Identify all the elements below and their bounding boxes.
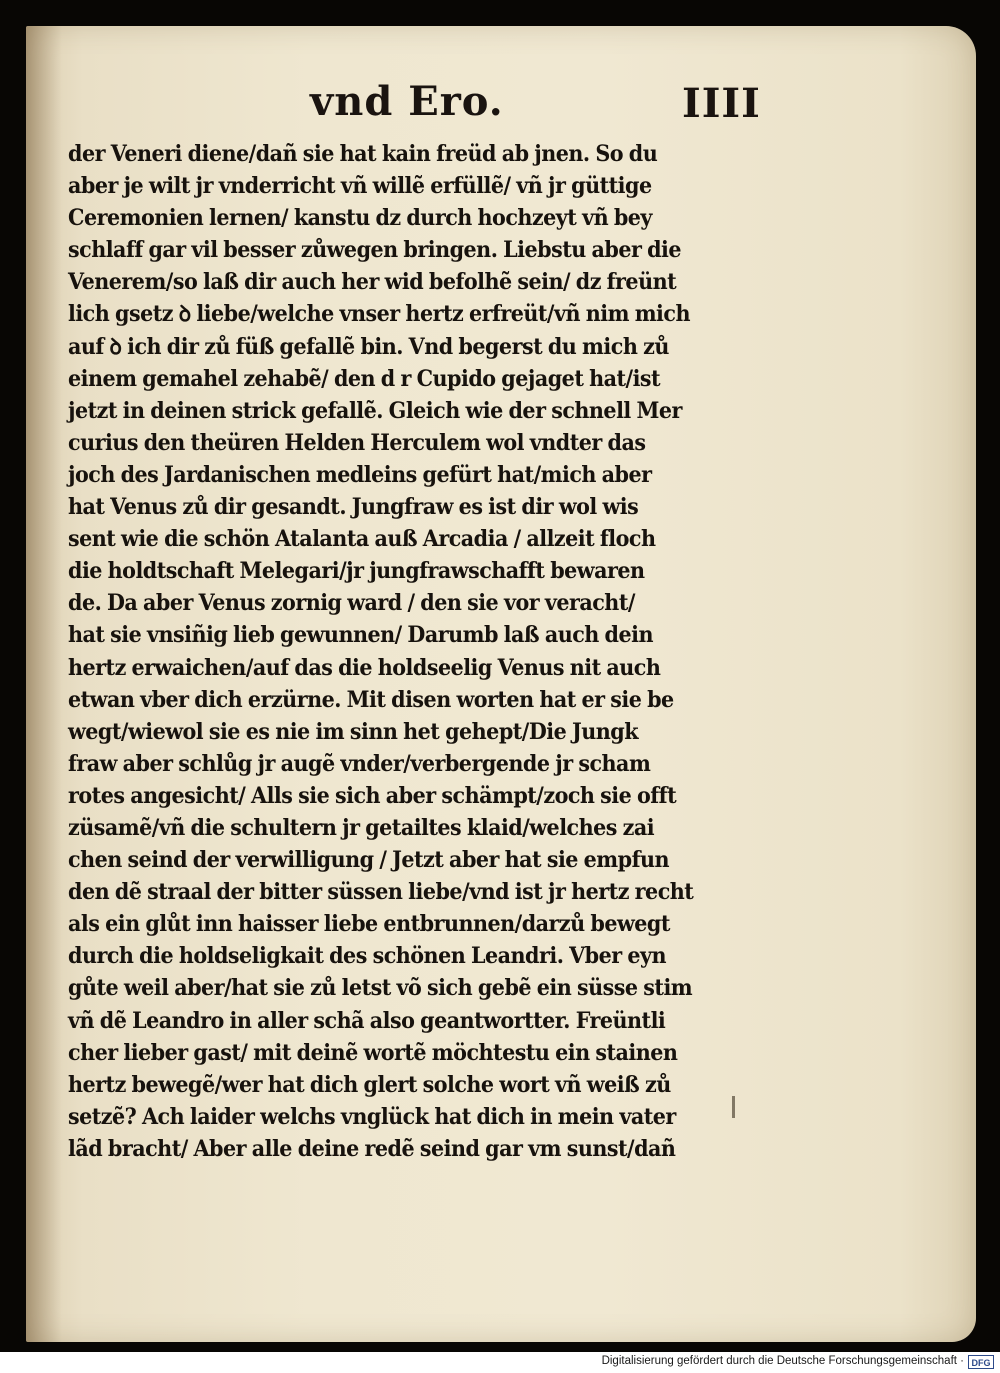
text-line: aber je wilt jr vnderricht vñ willẽ erfüllẽ/ vñ jr güttige — [68, 173, 652, 200]
text-line: sent wie die schön Atalanta auß Arcadia / allzeit floch — [68, 526, 656, 553]
text-line: joch des Jardanischen medleins gefürt hat/mich aber — [68, 461, 652, 488]
book-page — [26, 26, 976, 1342]
text-line: jetzt in deinen strick gefallẽ. Gleich wie der schnell Mer — [68, 397, 682, 424]
text-line: den dẽ straal der bitter süssen liebe/vnd ist jr hertz recht — [68, 879, 694, 906]
text-line: die holdtschaft Melegari/jr jungfrawschafft bewaren — [68, 558, 645, 585]
text-line: wegt/wiewol sie es nie im sinn het gehept/Die Jungk — [68, 718, 639, 745]
text-line: fraw aber schlůg jr augẽ vnder/verbergende jr scham — [68, 750, 651, 777]
text-line: einem gemahel zehabẽ/ den d r Cupido gejaget hat/ist — [68, 365, 661, 392]
dfg-logo-icon: DFG — [968, 1355, 994, 1369]
text-line: durch die holdseligkait des schönen Leandri. Vber eyn — [68, 943, 667, 970]
text-line: Venerem/so laß dir auch her wid befolhẽ sein/ dz freünt — [68, 269, 677, 296]
text-line: curius den theüren Helden Herculem wol vndter das — [68, 429, 646, 456]
running-head: vnd Ero. — [310, 78, 504, 125]
text-line: chen seind der verwilligung / Jetzt aber hat sie empfun — [68, 847, 670, 874]
text-block — [68, 138, 758, 1165]
text-line: etwan vber dich erzürne. Mit disen worten hat er sie be — [68, 686, 674, 713]
text-line: lãd bracht/ Aber alle deine redẽ seind gar vm sunst/dañ — [68, 1135, 676, 1162]
text-line: de. Da aber Venus zornig ward / den sie vor veracht/ — [68, 590, 635, 617]
folio-number: IIII — [682, 80, 761, 127]
text-line: gůte weil aber/hat sie zů letst võ sich gebẽ ein süsse stim — [68, 975, 693, 1002]
footer-bar — [0, 1352, 1000, 1373]
text-line: hertz bewegẽ/wer hat dich glert solche wort vñ weiß zů — [68, 1071, 671, 1098]
text-line: vñ dẽ Leandro in aller schã also geantwortter. Freüntli — [68, 1007, 666, 1034]
text-line: hat Venus zů dir gesandt. Jungfraw es ist dir wol wis — [68, 494, 639, 521]
text-line: schlaff gar vil besser zůwegen bringen. Liebstu aber die — [68, 237, 682, 264]
text-line: lich gsetz ꝺ liebe/welche vnser hertz erfreüt/vñ nim mich — [68, 301, 691, 328]
funding-credit: Digitalisierung gefördert durch die Deutsche Forschungsgemeinschaft · — [601, 1355, 964, 1367]
margin-mark — [732, 1096, 735, 1118]
text-line: cher lieber gast/ mit deinẽ wortẽ möchtestu ein stainen — [68, 1039, 678, 1066]
text-line: der Veneri diene/dañ sie hat kain freüd ab jnen. So du — [68, 141, 658, 167]
text-line: als ein glůt inn haisser liebe entbrunnen/darzů bewegt — [68, 911, 670, 938]
text-line: Ceremonien lernen/ kanstu dz durch hochzeyt vñ bey — [68, 205, 652, 232]
text-line: hertz erwaichen/auf das die holdseelig Venus nit auch — [68, 654, 661, 681]
text-line: setzẽ? Ach laider welchs vnglück hat dich in mein vater — [68, 1103, 676, 1130]
text-line: rotes angesicht/ Alls sie sich aber schämpt/zoch sie offt — [68, 782, 677, 809]
text-line: züsamẽ/vñ die schultern jr getailtes klaid/welches zai — [68, 814, 655, 841]
text-line: hat sie vnsiñig lieb gewunnen/ Darumb laß auch dein — [68, 622, 654, 649]
text-line: auf ꝺ ich dir zů füß gefallẽ bin. Vnd begerst du mich zů — [68, 333, 669, 360]
